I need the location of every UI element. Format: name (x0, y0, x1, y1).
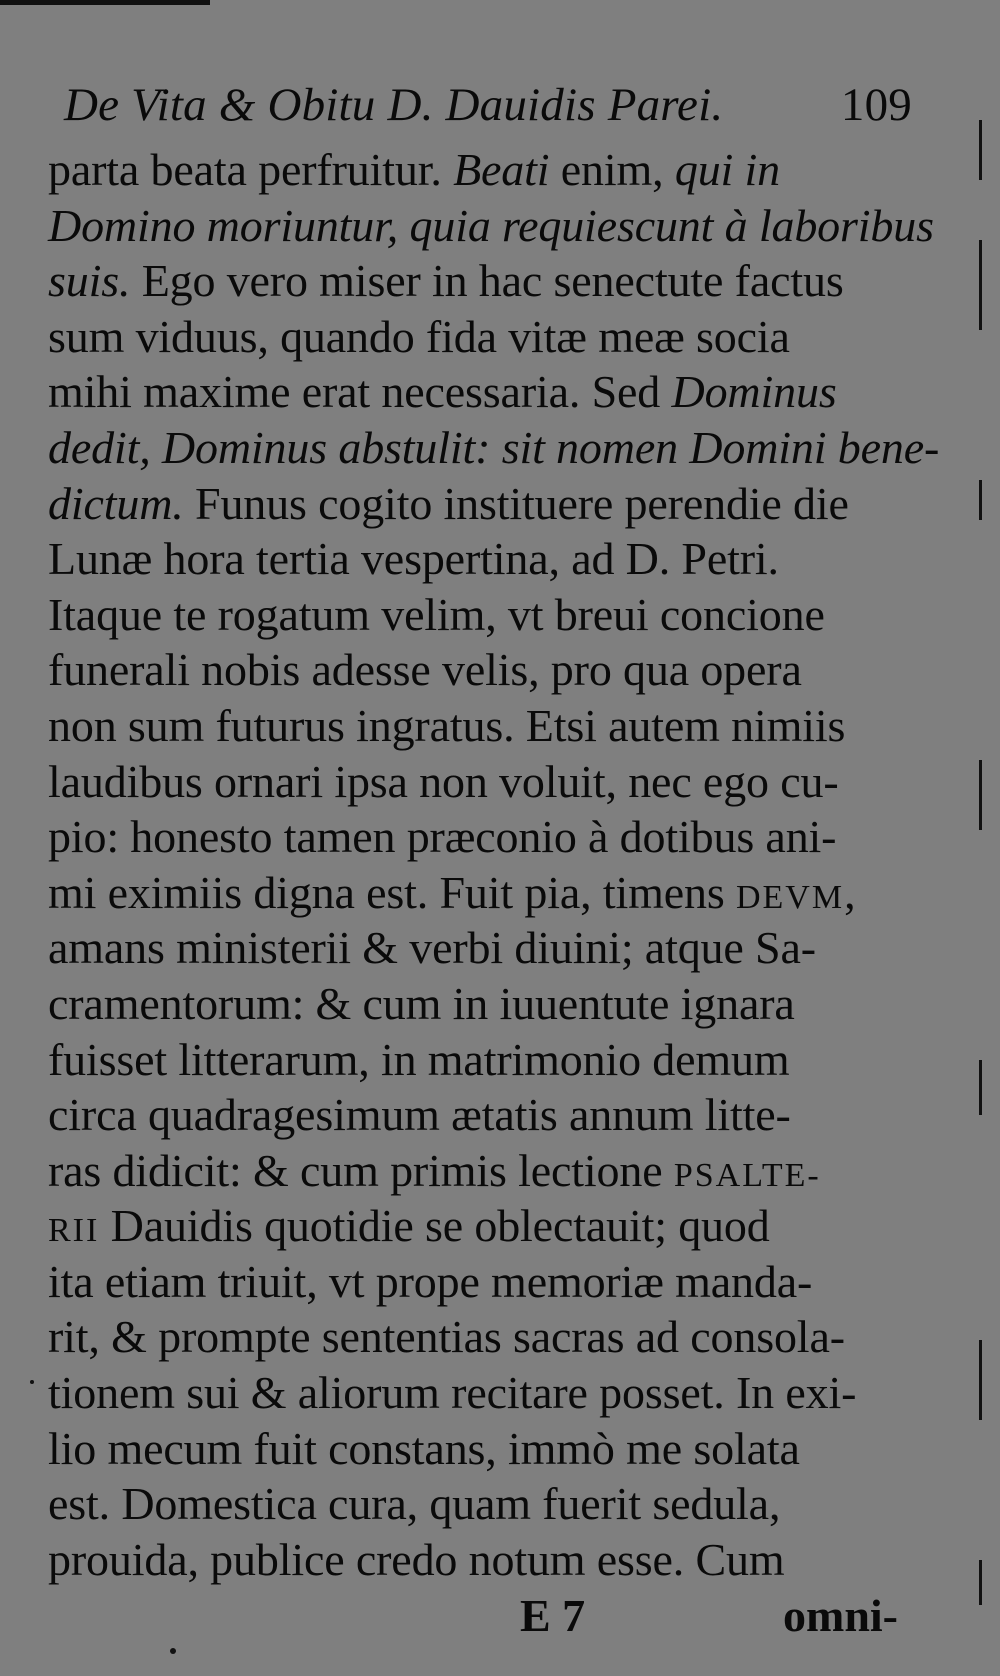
catch-line (48, 1589, 928, 1653)
catchword: omni- (783, 1590, 898, 1642)
text-run: est. Domestica cura, quam fuerit sedula, (48, 1478, 781, 1530)
text-line (48, 142, 928, 198)
top-rule (0, 0, 210, 5)
ink-speck (30, 1380, 34, 1384)
text-run: funerali nobis adesse velis, pro qua opera (48, 644, 802, 696)
edge-mark (979, 120, 982, 180)
text-run: tionem sui & aliorum recitare posset. In exi- (48, 1367, 857, 1419)
text-run: non sum futurus ingratus. Etsi autem nimiis (48, 699, 846, 751)
page (48, 68, 940, 1653)
italic-run: Dominus (671, 366, 837, 418)
text-line (48, 920, 928, 976)
ink-speck (170, 1648, 176, 1654)
text-line (48, 865, 928, 921)
text-line (48, 531, 928, 587)
text-run: Itaque te rogatum velim, vt breui concione (48, 588, 825, 640)
text-line (48, 587, 928, 643)
body-text (48, 142, 940, 1587)
running-title: De Vita & Obitu D. Dauidis Parei. (64, 79, 724, 131)
italic-run: qui in (674, 144, 781, 195)
text-run: rit, & prompte sententias sacras ad consola- (48, 1311, 845, 1363)
text-line (48, 198, 934, 254)
text-run: mi eximiis digna est. Fuit pia, timens (48, 866, 736, 918)
text-run: prouida, publice credo notum esse. Cum (48, 1533, 785, 1585)
text-run: parta beata perfruitur. (48, 144, 454, 195)
text-line (48, 1087, 928, 1143)
text-line (48, 1198, 928, 1254)
text-line (48, 698, 928, 754)
small-caps-run: RII (48, 1212, 100, 1250)
text-run: circa quadragesimum ætatis annum litte- (48, 1089, 791, 1141)
text-run: fuisset litterarum, in matrimonio demum (48, 1033, 790, 1085)
text-line (48, 1476, 928, 1532)
italic-run: Beati (453, 144, 550, 195)
text-run: sum viduus, quando fida vitæ meæ socia (48, 310, 790, 362)
text-run: mihi maxime erat necessaria. Sed (48, 366, 672, 418)
text-line (48, 1532, 928, 1588)
edge-mark (979, 240, 982, 330)
text-run: Dauidis quotidie se oblectauit; quod (99, 1200, 770, 1252)
text-line (48, 809, 928, 865)
text-run: lio mecum fuit constans, immò me solata (48, 1422, 800, 1474)
text-line (48, 476, 928, 532)
text-run: , (844, 866, 856, 918)
text-line (48, 976, 928, 1032)
edge-mark (979, 1560, 982, 1605)
text-line (48, 1254, 928, 1310)
text-run: ras didicit: & cum primis lectione (48, 1144, 674, 1196)
text-line (48, 364, 928, 420)
text-line (48, 253, 928, 309)
edge-mark (979, 760, 982, 830)
signature-mark: E 7 (520, 1590, 586, 1642)
running-head (48, 68, 928, 142)
text-run: Funus cogito instituere perendie die (183, 477, 849, 529)
text-run: enim, (549, 144, 675, 195)
text-run: amans ministerii & verbi diuini; atque Sa- (48, 922, 816, 974)
text-run: laudibus ornari ipsa non voluit, nec ego cu- (48, 755, 839, 807)
text-line (48, 420, 940, 476)
text-line (48, 1365, 928, 1421)
text-line (48, 309, 928, 365)
edge-mark (979, 480, 982, 520)
edge-mark (979, 1340, 982, 1420)
page-number: 109 (840, 79, 912, 131)
text-line (48, 1309, 928, 1365)
edge-mark (979, 1060, 982, 1115)
text-line (48, 1421, 928, 1477)
text-run: Lunæ hora tertia vespertina, ad D. Petri. (48, 533, 779, 585)
text-run: Ego vero miser in hac senectute factus (130, 255, 844, 307)
text-line (48, 754, 928, 810)
text-line (48, 1032, 928, 1088)
italic-run: dictum. (48, 477, 184, 529)
text-run: pio: honesto tamen præconio à dotibus ani- (48, 811, 837, 863)
text-run: cramentorum: & cum in iuuentute ignara (48, 977, 795, 1029)
italic-run: suis. (48, 255, 131, 307)
italic-run: dedit, Dominus abstulit: sit nomen Domini bene- (48, 421, 940, 473)
small-caps-run: DEVM (735, 878, 845, 916)
italic-run: Domino moriuntur, quia requiescunt à laboribus (48, 199, 934, 251)
text-line (48, 642, 928, 698)
text-line (48, 1143, 928, 1199)
small-caps-run: PSALTE- (673, 1156, 821, 1194)
text-run: ita etiam triuit, vt prope memoriæ manda- (48, 1255, 813, 1307)
